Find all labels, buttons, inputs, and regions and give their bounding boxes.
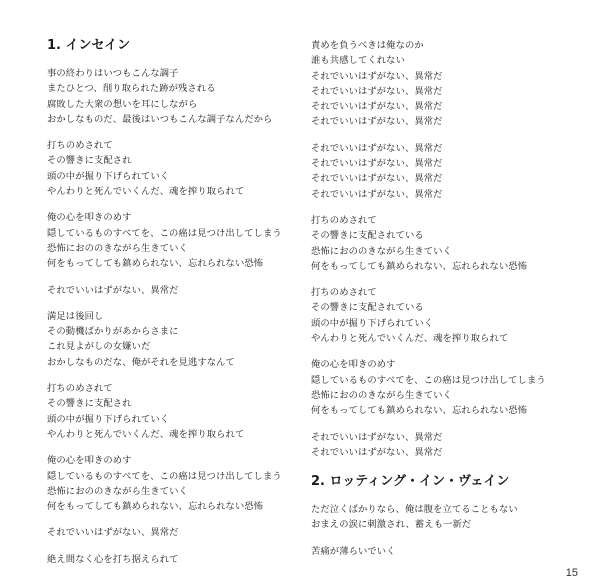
lyric-stanza xyxy=(47,283,297,298)
lyric-stanza xyxy=(311,502,591,533)
lyric-stanza xyxy=(311,213,591,274)
lyric-stanza xyxy=(311,357,591,418)
lyric-line: それでいいはずがない、異常だ xyxy=(311,116,443,128)
lyric-line: 打ちのめされて xyxy=(47,383,113,395)
lyric-line: 恐怖におののきながら生きていく xyxy=(311,389,452,401)
lyric-line: 俺の心を叩きのめす xyxy=(47,455,132,467)
lyric-line: その響きに支配されている xyxy=(311,230,424,242)
lyric-line: 満足は後回し xyxy=(47,310,104,322)
lyric-line: それでいいはずがない、異常だ xyxy=(311,446,443,458)
lyric-line: 打ちのめされて xyxy=(311,214,377,226)
lyric-line: やんわりと死んでいくんだ、魂を搾り取られて xyxy=(47,186,245,198)
lyric-line: 恐怖におののきながら生きていく xyxy=(47,242,188,254)
lyric-stanza xyxy=(47,66,297,127)
lyric-stanza xyxy=(47,552,297,567)
lyric-line: それでいいはずがない、異常だ xyxy=(47,527,179,539)
lyric-line: やんわりと死んでいくんだ、魂を搾り取られて xyxy=(311,333,509,345)
left-stanzas xyxy=(47,66,297,567)
lyric-line: 苦痛が薄らいでいく xyxy=(311,545,396,557)
lyric-line: やんわりと死んでいくんだ、魂を搾り取られて xyxy=(47,428,245,440)
lyric-line: それでいいはずがない、異常だ xyxy=(311,70,443,82)
lyric-line: 誰も共感してくれない xyxy=(311,55,405,67)
lyric-line: それでいいはずがない、異常だ xyxy=(311,431,443,443)
song-title: 1. インセイン xyxy=(47,38,131,53)
lyric-line: 頭の中が掘り下げられていく xyxy=(311,317,434,329)
lyric-line: 恐怖におののきながら生きていく xyxy=(311,245,452,257)
lyric-line: それでいいはずがない、異常だ xyxy=(311,188,443,200)
lyric-line: 俺の心を叩きのめす xyxy=(47,212,132,224)
lyric-line: 隠しているものすべてを、この癌は見つけ出してしまう xyxy=(47,227,282,239)
lyric-line: それでいいはずがない、異常だ xyxy=(311,85,443,97)
lyric-stanza xyxy=(311,544,591,559)
lyric-line: それでいいはずがない、異常だ xyxy=(311,173,443,185)
lyric-line: 絶え間なく心を打ち据えられて xyxy=(47,553,179,565)
lyric-line: 頭の中が掘り下げられていく xyxy=(47,170,170,182)
lyric-line: 打ちのめされて xyxy=(47,140,113,152)
lyric-stanza xyxy=(311,38,591,130)
lyric-line: 隠しているものすべてを、この癌は見つけ出してしまう xyxy=(311,374,546,386)
right-stanzas-song2 xyxy=(311,502,591,559)
lyric-stanza xyxy=(47,138,297,199)
lyric-line: またひとつ、削り取られた跡が残される xyxy=(47,83,216,95)
lyric-stanza xyxy=(311,285,591,346)
lyric-line: 何をもってしても鎮められない、忘れられない恐怖 xyxy=(47,258,264,270)
lyric-stanza xyxy=(47,525,297,540)
lyric-stanza xyxy=(311,141,591,202)
left-column xyxy=(47,38,297,578)
lyric-line: それでいいはずがない、異常だ xyxy=(311,101,443,113)
lyric-line: 頭の中が掘り下げられていく xyxy=(47,413,170,425)
lyric-line: 何をもってしても鎮められない、忘れられない恐怖 xyxy=(47,501,264,513)
lyric-line: おかしなものだ、最後はいつもこんな調子なんだから xyxy=(47,113,273,125)
lyric-line: おかしなものだな、俺がそれを見逃すなんて xyxy=(47,356,235,368)
lyric-line: これ見よがしの女嫌いだ xyxy=(47,341,151,353)
lyric-line: 腐敗した大衆の想いを耳にしながら xyxy=(47,98,198,110)
lyric-line: おまえの涙に刺激され、蓄えも一新だ xyxy=(311,519,472,531)
song-title: 2. ロッティング・イン・ヴェイン xyxy=(311,474,510,490)
lyric-line: 恐怖におののきながら生きていく xyxy=(47,485,188,497)
lyric-line: それでいいはずがない、異常だ xyxy=(311,142,443,154)
lyric-line: 何をもってしても鎮められない、忘れられない恐怖 xyxy=(311,260,528,272)
lyric-stanza xyxy=(47,210,297,271)
lyric-stanza xyxy=(47,453,297,514)
lyric-line: それでいいはずがない、異常だ xyxy=(47,284,179,296)
lyric-stanza xyxy=(47,381,297,442)
lyric-line: 打ちのめされて xyxy=(311,287,377,299)
lyric-line: その響きに支配されている xyxy=(311,302,424,314)
lyric-line: それでいいはずがない、異常だ xyxy=(311,158,443,170)
lyric-line: 責めを負うべきは俺なのか xyxy=(311,40,424,51)
lyric-line: その響きに支配され xyxy=(47,398,132,410)
lyric-line: 何をもってしても鎮められない、忘れられない恐怖 xyxy=(311,405,528,417)
right-column xyxy=(311,38,591,570)
lyric-line: 隠しているものすべてを、この癌は見つけ出してしまう xyxy=(47,470,282,482)
lyric-line: 俺の心を叩きのめす xyxy=(311,359,396,371)
lyric-line: ただ泣くばかりなら、俺は腹を立てることもない xyxy=(311,504,518,516)
right-stanzas-continued xyxy=(311,38,591,460)
lyric-stanza xyxy=(47,309,297,370)
lyric-line: その響きに支配され xyxy=(47,155,132,167)
lyric-line: 事の終わりはいつもこんな調子 xyxy=(47,68,179,79)
lyric-stanza xyxy=(311,430,591,461)
lyric-line: その動機ばかりがあからさまに xyxy=(47,326,179,338)
page-number: 15 xyxy=(565,567,578,579)
